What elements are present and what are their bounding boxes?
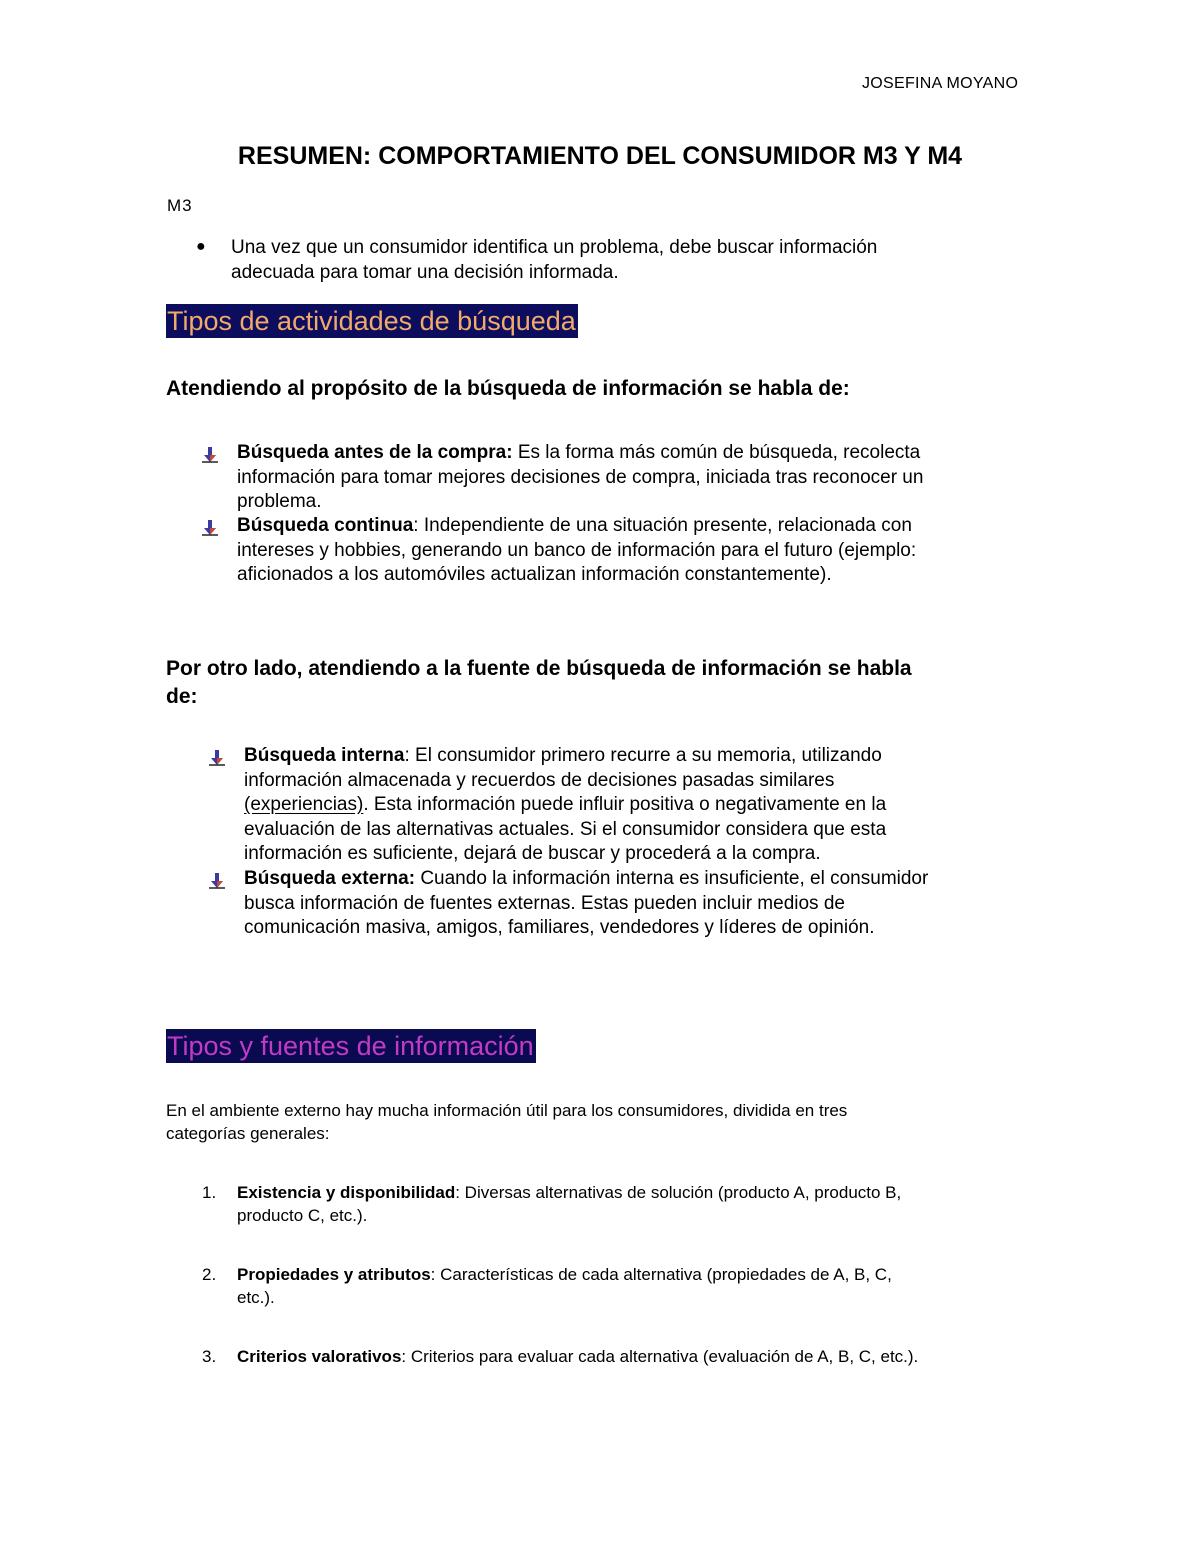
item-text: : Diversas alternativas de solución (producto A, producto B, — [455, 1183, 902, 1202]
intro-line: En el ambiente externo hay mucha información útil para los consumidores, dividida en tres — [166, 1101, 848, 1120]
intro-line: categorías generales: — [166, 1124, 330, 1143]
item-text: Cuando la información interna es insuficiente, el consumidor — [415, 868, 929, 889]
list-item — [237, 441, 1037, 515]
subheading: Atendiendo al propósito de la búsqueda de información se habla de: — [166, 377, 850, 400]
list-item — [237, 514, 1037, 588]
arrow-bullet-icon — [207, 871, 227, 891]
item-text: comunicación masiva, amigos, familiares, vendedores y líderes de opinión. — [244, 917, 875, 938]
item-text: busca información de fuentes externas. Estas pueden incluir medios de — [244, 892, 845, 914]
item-text: producto C, etc.). — [237, 1206, 368, 1225]
list-item — [244, 867, 1044, 941]
section-heading: Tipos y fuentes de información — [167, 1031, 534, 1061]
item-text: : Criterios para evaluar cada alternativa (evaluación de A, B, C, etc.). — [401, 1347, 919, 1366]
item-text: aficionados a los automóviles actualizan información constantemente). — [237, 564, 832, 585]
document-title: RESUMEN: COMPORTAMIENTO DEL CONSUMIDOR M3 Y M4 — [237, 142, 963, 170]
item-text: evaluación de las alternativas actuales. Si el consumidor considera que esta — [244, 818, 887, 840]
numbered-item — [237, 1263, 1037, 1309]
author-name: JOSEFINA MOYANO — [862, 75, 1019, 92]
subheading — [166, 655, 912, 711]
item-text: información para tomar mejores decisiones de compra, iniciada tras reconocer un — [237, 466, 924, 488]
arrow-bullet-icon — [200, 518, 220, 538]
item-term: Búsqueda externa: — [244, 868, 416, 889]
item-text: : Características de cada alternativa (propiedades de A, B, C, — [430, 1265, 892, 1284]
intro-line: adecuada para tomar una decisión informada. — [231, 262, 619, 283]
numbered-item — [237, 1345, 1057, 1368]
section-label: M3 — [167, 196, 193, 215]
list-number: 2. — [202, 1265, 217, 1284]
item-term: Búsqueda interna — [244, 745, 405, 766]
item-term: Criterios valorativos — [237, 1347, 402, 1366]
list-number: 1. — [202, 1183, 217, 1202]
item-text: información almacenada y recuerdos de decisiones pasadas similares — [244, 769, 835, 791]
list-number: 3. — [202, 1347, 217, 1366]
numbered-item — [237, 1181, 1037, 1227]
item-text: etc.). — [237, 1288, 275, 1307]
item-text: Es la forma más común de búsqueda, recolecta — [512, 442, 921, 463]
item-text: información es suficiente, dejará de buscar y procederá a la compra. — [244, 843, 821, 864]
item-text: . Esta información puede influir positiva o negativamente en la — [363, 794, 887, 815]
item-term: Búsqueda antes de la compra: — [237, 442, 513, 463]
item-term: Existencia y disponibilidad — [237, 1183, 456, 1202]
bullet-dot-icon: ● — [196, 238, 206, 255]
arrow-bullet-icon — [200, 445, 220, 465]
item-text: : El consumidor primero recurre a su memoria, utilizando — [404, 745, 882, 766]
section-heading: Tipos de actividades de búsqueda — [167, 306, 576, 336]
item-term: Búsqueda continua — [237, 515, 414, 536]
intro-line: Una vez que un consumidor identifica un problema, debe buscar información — [231, 237, 878, 258]
section-intro — [166, 1099, 1026, 1145]
underlined-term: (experiencias) — [244, 794, 364, 815]
list-item — [244, 744, 1044, 867]
item-text: : Independiente de una situación presente, relacionada con — [413, 515, 912, 536]
item-term: Propiedades y atributos — [237, 1265, 431, 1284]
item-text: problema. — [237, 491, 322, 512]
arrow-bullet-icon — [207, 748, 227, 768]
subheading-line: de: — [166, 685, 198, 708]
item-text: intereses y hobbies, generando un banco de información para el futuro (ejemplo: — [237, 539, 917, 561]
subheading-line: Por otro lado, atendiendo a la fuente de búsqueda de información se habla — [166, 657, 912, 680]
intro-bullet-text — [231, 235, 877, 285]
